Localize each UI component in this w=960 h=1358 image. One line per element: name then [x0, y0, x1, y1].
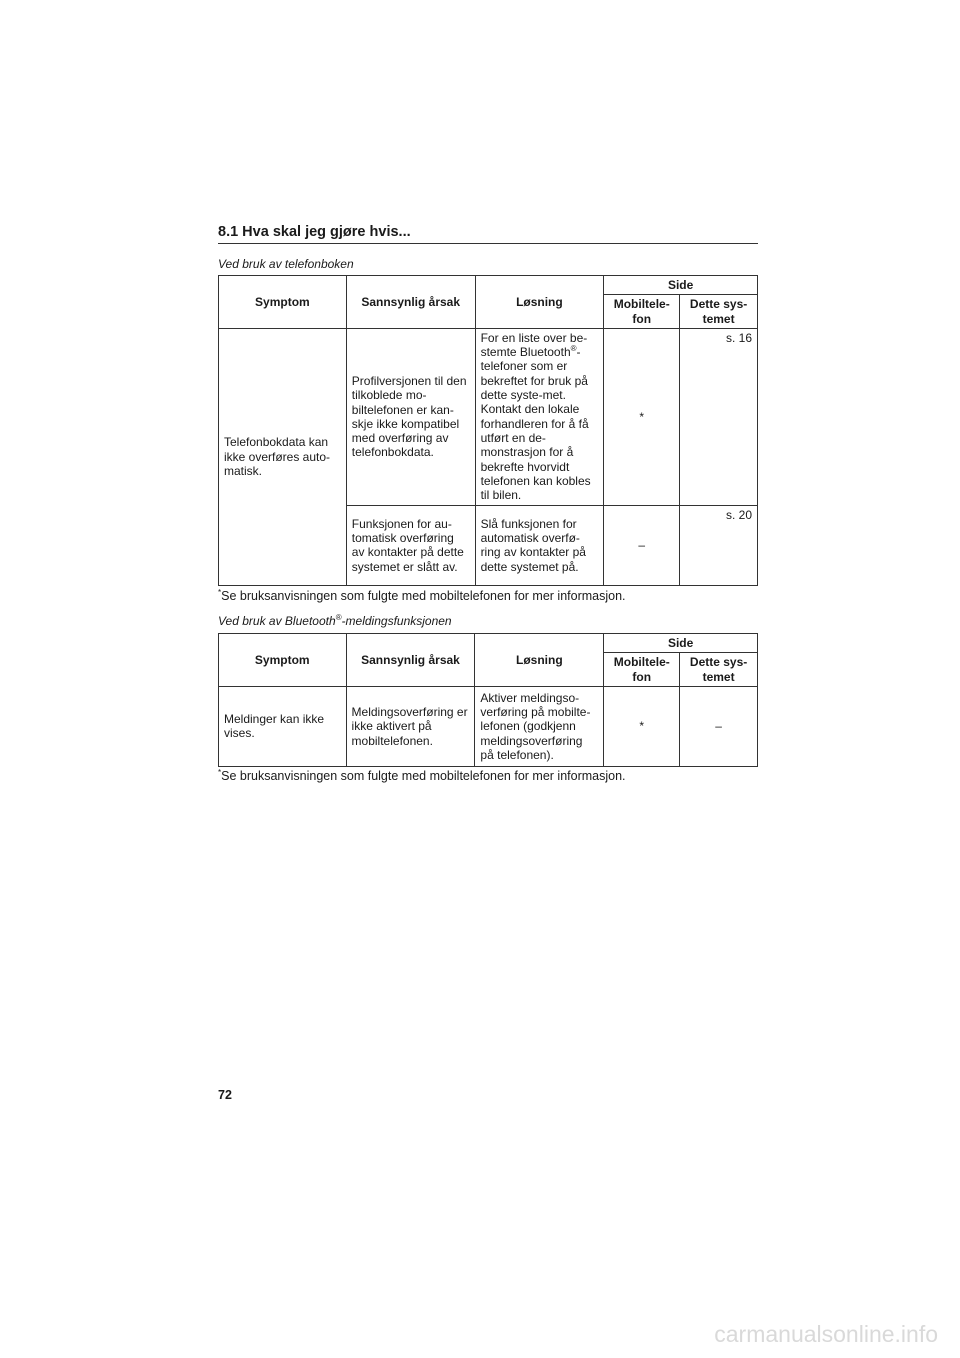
header-cause: Sannsynlig årsak [346, 634, 475, 687]
caption-text-a: Ved bruk av Bluetooth [218, 614, 336, 628]
solution-cell: Aktiver meldingso-verføring på mobilte-lefonen (godkjenn meldingsoverføring på telefonen). [475, 686, 604, 766]
caption-text-b: -meldingsfunksjonen [341, 614, 452, 628]
table2-footnote [218, 769, 626, 783]
header-side: Side [604, 276, 758, 295]
header-solution: Løsning [475, 276, 604, 329]
messaging-table [218, 633, 758, 767]
section-title: 8.1 Hva skal jeg gjøre hvis... [218, 224, 758, 244]
solution-cell [475, 328, 604, 505]
mobile-cell: * [604, 328, 680, 505]
symptom-cell: Meldinger kan ikke vises. [219, 686, 347, 766]
solution-cell: Slå funksjonen for automatisk overfø-ring av kontakter på dette systemet på. [475, 505, 604, 585]
footnote-star: * [218, 587, 222, 597]
registered-mark: ® [335, 613, 342, 622]
header-solution: Løsning [475, 634, 604, 687]
footnote-text: Se bruksanvisningen som fulgte med mobiltelefonen for mer informasjon. [221, 769, 626, 783]
header-symptom: Symptom [219, 634, 347, 687]
footnote-text: Se bruksanvisningen som fulgte med mobiltelefonen for mer informasjon. [221, 589, 626, 603]
mobile-cell: – [604, 505, 680, 585]
header-side: Side [604, 634, 758, 653]
header-mobile: Mobiltele- fon [604, 295, 680, 329]
header-symptom: Symptom [219, 276, 347, 329]
cause-cell: Funksjonen for au-tomatisk overføring av kontakter på dette systemet er slått av. [346, 505, 475, 585]
table2-caption [218, 614, 452, 628]
footnote-star: * [218, 767, 222, 777]
table1-caption: Ved bruk av telefonboken [218, 257, 354, 271]
registered-mark: ® [570, 344, 577, 354]
header-system: Dette sys- temet [680, 295, 758, 329]
table1-footnote [218, 589, 626, 603]
cause-cell: Meldingsoverføring er ikke aktivert på mobiltelefonen. [346, 686, 475, 766]
system-cell: s. 16 [680, 328, 758, 505]
header-system: Dette sys- temet [680, 653, 758, 687]
system-cell: – [680, 686, 758, 766]
solution-text-a: For en liste over be-stemte Bluetooth [480, 330, 588, 360]
phonebook-table [218, 275, 758, 586]
page-number: 72 [218, 1088, 232, 1102]
header-cause: Sannsynlig årsak [346, 276, 475, 329]
system-cell: s. 20 [680, 505, 758, 585]
watermark: carmanualsonline.info [714, 1321, 938, 1347]
solution-text-b: -telefoner som er bekreftet for bruk på dette syste-met. Kontakt den lokale forhandleren for å få utført en de-monstrasjon for å bekrefte hvorvidt telefonen kan kobles til bilen. [480, 345, 591, 503]
header-mobile: Mobiltele- fon [604, 653, 680, 687]
cause-cell: Profilversjonen til den tilkoblede mo-biltelefonen er kan-skje ikke kompatibel med overføring av telefonbokdata. [346, 328, 475, 505]
symptom-cell: Telefonbokdata kan ikke overføres auto-matisk. [219, 328, 347, 585]
mobile-cell: * [604, 686, 680, 766]
